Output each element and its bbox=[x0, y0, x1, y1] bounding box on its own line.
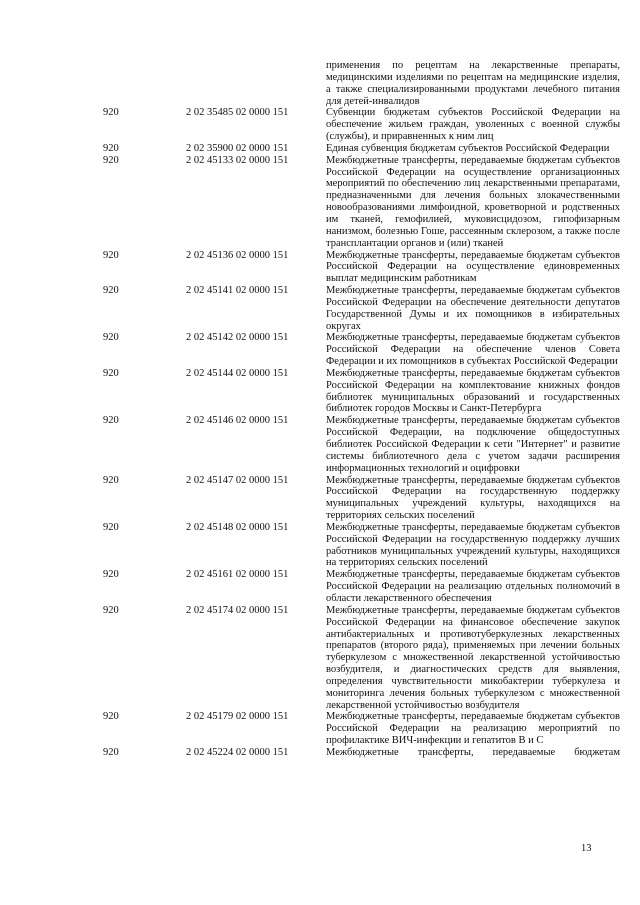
budget-classification-code: 2 02 45146 02 0000 151 bbox=[186, 415, 289, 427]
admin-code: 920 bbox=[103, 367, 119, 379]
admin-code: 920 bbox=[103, 569, 119, 581]
admin-code: 920 bbox=[103, 746, 119, 758]
budget-classification-code: 2 02 45179 02 0000 151 bbox=[186, 711, 289, 723]
table-row bbox=[0, 522, 640, 569]
table-row bbox=[0, 285, 640, 332]
row-description: Межбюджетные трансферты, передаваемые бюджетам субъектов Российской Федерации на обеспечение деятельности депутатов Государственной Думы и их помощников в избирательных округах bbox=[326, 285, 620, 332]
table-row bbox=[0, 415, 640, 474]
budget-classification-code: 2 02 45174 02 0000 151 bbox=[186, 604, 289, 616]
row-description: Межбюджетные трансферты, передаваемые бюджетам bbox=[326, 746, 620, 758]
table-row bbox=[0, 250, 640, 286]
row-description: Межбюджетные трансферты, передаваемые бюджетам субъектов Российской Федерации на осуществление единовременных выплат медицинским работникам bbox=[326, 249, 620, 285]
admin-code: 920 bbox=[103, 107, 119, 119]
table-row bbox=[0, 368, 640, 415]
admin-code: 920 bbox=[103, 474, 119, 486]
table-row bbox=[0, 475, 640, 522]
row-description: применения по рецептам на лекарственные препараты, медицинскими изделиями по рецептам на медицинские изделия, а также специализированными продуктами лечебного питания для детей-инвалидов bbox=[326, 60, 620, 107]
admin-code: 920 bbox=[103, 332, 119, 344]
admin-code: 920 bbox=[103, 711, 119, 723]
row-description: Межбюджетные трансферты, передаваемые бюджетам субъектов Российской Федерации, на подключение общедоступных библиотек Российской Федерации к сети "Интернет" и развитие системы библиотечного дела с учетом задачи расширения информационных технологий и оцифровки bbox=[326, 415, 620, 474]
row-description: Межбюджетные трансферты, передаваемые бюджетам субъектов Российской Федерации на реализацию отдельных полномочий в области лекарственного обеспечения bbox=[326, 569, 620, 604]
page-number: 13 bbox=[581, 843, 592, 854]
budget-classification-code: 2 02 45144 02 0000 151 bbox=[186, 367, 289, 379]
budget-classification-code: 2 02 45133 02 0000 151 bbox=[186, 154, 289, 166]
table-row bbox=[0, 107, 640, 143]
row-description: Межбюджетные трансферты, передаваемые бюджетам субъектов Российской Федерации на осуществление организационных мероприятий по обеспечению лиц лекарственными препаратами, предназначенными для лечения больных злокачественными новообразованиями лимфоидной, кроветворной и родственных им тканей, гемофилией, муковисцидозом, гипофизарным нанизмом, болезнью Гоше, рассеянным склерозом, а также после трансплантации органов и (или) тканей bbox=[326, 154, 620, 249]
row-description: Межбюджетные трансферты, передаваемые бюджетам субъектов Российской Федерации на обеспечение членов Совета Федерации и их помощников в субъектах Российской Федерации bbox=[326, 332, 620, 368]
row-description: Межбюджетные трансферты, передаваемые бюджетам субъектов Российской Федерации на государственную поддержку муниципальных учреждений культуры, находящихся на территориях сельских поселений bbox=[326, 474, 620, 522]
row-description: Межбюджетные трансферты, передаваемые бюджетам субъектов Российской Федерации на финансовое обеспечение закупок антибактериальных и противотуберкулезных лекарственных препаратов (второго ряда), применяемых при лечении больных туберкулезом с множественной лекарственной устойчивостью возбудителя, и диагностических средств для выявления, определения чувствительности микобактерии туберкулеза и мониторинга лечения больных туберкулезом с множественной лекарственной устойчивостью возбудителя bbox=[326, 604, 620, 711]
budget-classification-code: 2 02 45136 02 0000 151 bbox=[186, 249, 289, 261]
row-description: Межбюджетные трансферты, передаваемые бюджетам субъектов Российской Федерации на комплектование книжных фондов библиотек муниципальных образований и государственных библиотек городов Москвы и Санкт-Петербурга bbox=[326, 367, 620, 415]
budget-classification-code: 2 02 45142 02 0000 151 bbox=[186, 332, 289, 344]
table-row bbox=[0, 569, 640, 605]
budget-classification-code: 2 02 45224 02 0000 151 bbox=[186, 746, 289, 758]
row-description: Субвенции бюджетам субъектов Российской Федерации на обеспечение жильем граждан, уволенных с военной службы (службы), и приравненных к ним лиц bbox=[326, 107, 620, 143]
table-row-continuation bbox=[0, 60, 640, 107]
admin-code: 920 bbox=[103, 154, 119, 166]
admin-code: 920 bbox=[103, 604, 119, 616]
budget-classification-code: 2 02 35900 02 0000 151 bbox=[186, 142, 289, 154]
table-row bbox=[0, 711, 640, 747]
table-row bbox=[0, 605, 640, 712]
table-row bbox=[0, 747, 640, 759]
budget-classification-code: 2 02 45141 02 0000 151 bbox=[186, 285, 289, 297]
table-row bbox=[0, 332, 640, 368]
budget-code-table bbox=[0, 60, 640, 759]
admin-code: 920 bbox=[103, 142, 119, 154]
admin-code: 920 bbox=[103, 285, 119, 297]
row-description: Межбюджетные трансферты, передаваемые бюджетам субъектов Российской Федерации на государственную поддержку лучших работников муниципальных учреждений культуры, находящихся на территориях сельских поселений bbox=[326, 521, 620, 569]
admin-code: 920 bbox=[103, 415, 119, 427]
budget-classification-code: 2 02 45147 02 0000 151 bbox=[186, 474, 289, 486]
budget-classification-code: 2 02 35485 02 0000 151 bbox=[186, 107, 289, 119]
admin-code: 920 bbox=[103, 249, 119, 261]
table-row bbox=[0, 155, 640, 250]
budget-classification-code: 2 02 45148 02 0000 151 bbox=[186, 521, 289, 533]
budget-classification-code: 2 02 45161 02 0000 151 bbox=[186, 569, 289, 581]
admin-code: 920 bbox=[103, 521, 119, 533]
row-description: Межбюджетные трансферты, передаваемые бюджетам субъектов Российской Федерации на реализацию мероприятий по профилактике ВИЧ-инфекции и гепатитов B и C bbox=[326, 711, 620, 747]
row-description: Единая субвенция бюджетам субъектов Российской Федерации bbox=[326, 142, 610, 154]
table-row bbox=[0, 143, 640, 155]
